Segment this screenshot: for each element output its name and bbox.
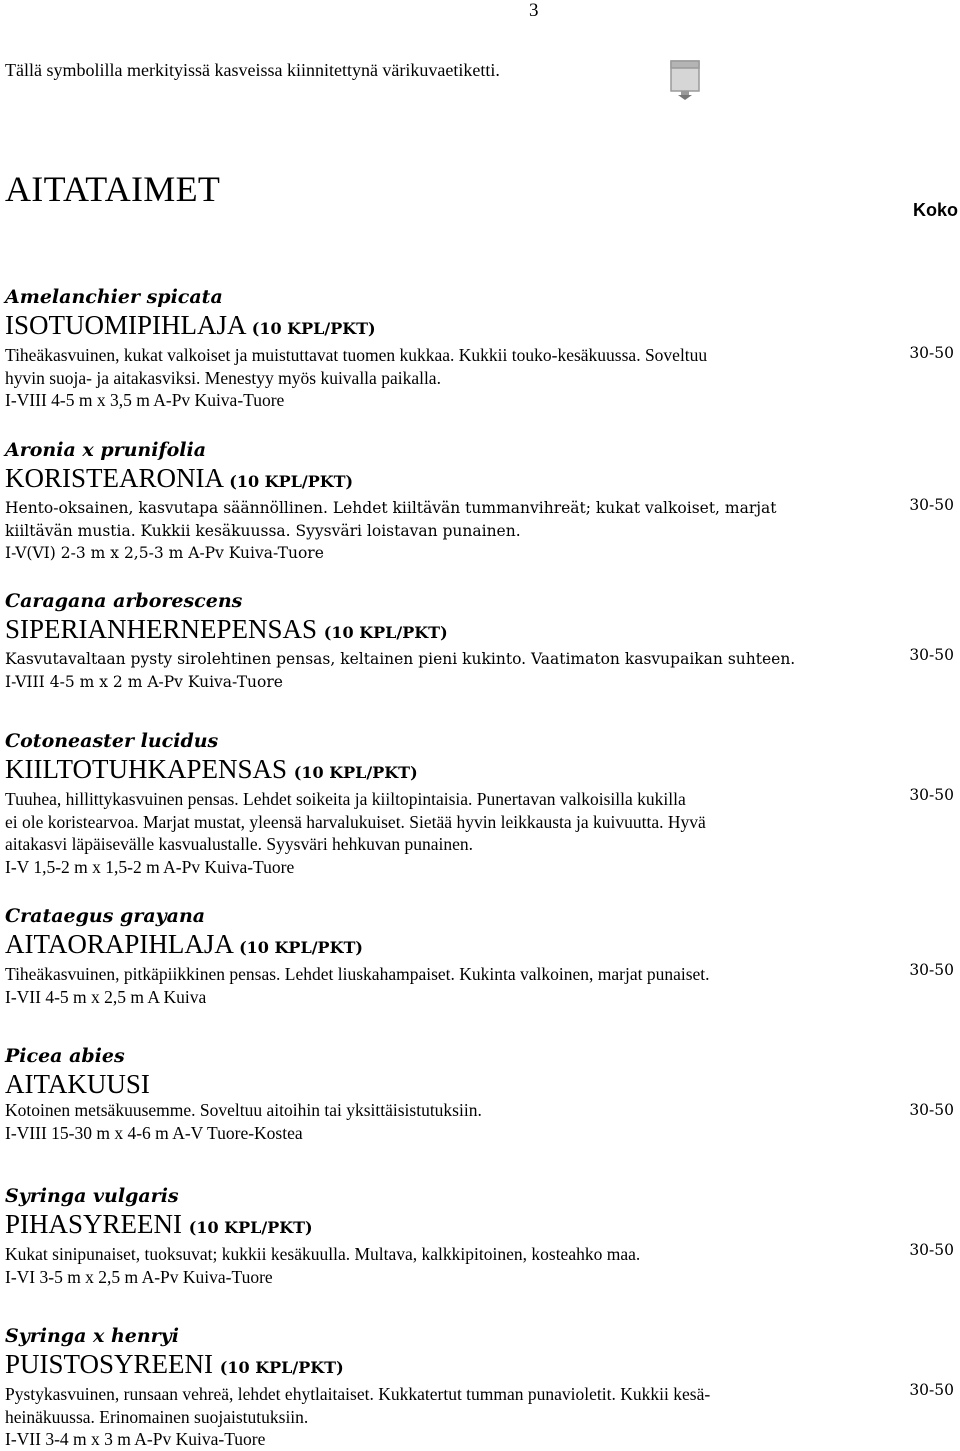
common-name: [5, 929, 960, 963]
quantity-label: (10 KPL/PKT): [239, 938, 363, 957]
description: [5, 648, 885, 693]
description: [5, 1099, 885, 1144]
common-name: [5, 1069, 960, 1099]
page-number: 3: [529, 0, 539, 21]
plant-entry: [5, 903, 960, 1008]
section-title: AITATAIMET: [5, 169, 221, 209]
latin-name: Amelanchier spicata: [5, 286, 223, 308]
size-column-header: Koko: [913, 200, 958, 220]
description-line: I-VIII 4-5 m x 3,5 m A-Pv Kuiva-Tuore: [5, 390, 285, 411]
plant-entry: [5, 437, 960, 565]
description-line: I-V 1,5-2 m x 1,5-2 m A-Pv Kuiva-Tuore: [5, 856, 295, 877]
description-line: Hento-oksainen, kasvutapa säännöllinen. Lehdet kiiltävän tummanvihreät; kukat valkoiset, marjat: [5, 499, 777, 517]
plant-entry: [5, 1323, 960, 1451]
common-name-text: PUISTOSYREENI: [5, 1349, 214, 1379]
plant-entry: [5, 1183, 960, 1288]
description-line: Kukat sinipunaiset, tuoksuvat; kukkii kesäkuulla. Multava, kalkkipitoinen, kosteahko maa.: [5, 1244, 641, 1264]
size-value: 30-50: [909, 1381, 954, 1399]
quantity-label: (10 KPL/PKT): [323, 623, 448, 642]
plant-entry: [5, 728, 960, 878]
common-name: [5, 614, 960, 648]
common-name: [5, 1209, 960, 1243]
size-value: 30-50: [909, 344, 954, 362]
size-value: 30-50: [909, 1241, 954, 1259]
quantity-label: (10 KPL/PKT): [229, 472, 354, 491]
size-value: 30-50: [909, 786, 954, 804]
description: [5, 497, 885, 565]
plant-entry: [5, 284, 960, 412]
common-name-text: AITAORAPIHLAJA: [5, 929, 233, 959]
common-name-text: PIHASYREENI: [5, 1209, 183, 1239]
common-name-text: KORISTEARONIA: [5, 463, 223, 493]
common-name-text: ISOTUOMIPIHLAJA: [5, 310, 246, 340]
description-line: Kasvutavaltaan pysty sirolehtinen pensas, keltainen pieni kukinto. Vaatimaton kasvupaikan suhteen.: [5, 650, 796, 668]
common-name: [5, 310, 960, 344]
description-line: Tiheäkasvuinen, pitkäpiikkinen pensas. Lehdet liuskahampaiset. Kukinta valkoinen, marjat punaiset.: [5, 964, 710, 984]
latin-name: Syringa x henryi: [5, 1325, 179, 1347]
description-line: I-VII 4-5 m x 2,5 m A Kuiva: [5, 986, 207, 1007]
size-value: 30-50: [909, 496, 954, 514]
size-value: 30-50: [909, 961, 954, 979]
latin-name: Picea abies: [5, 1045, 125, 1067]
description-line: Kotoinen metsäkuusemme. Soveltuu aitoihin tai yksittäisistutuksiin.: [5, 1100, 482, 1120]
description: [5, 788, 885, 878]
description-line: Pystykasvuinen, runsaan vehreä, lehdet ehytlaitaiset. Kukkatertut tumman punavioletit. Kukkii kesä-: [5, 1384, 711, 1404]
description-line: I-VII 3-4 m x 3 m A-Pv Kuiva-Tuore: [5, 1429, 266, 1450]
size-value: 30-50: [909, 1101, 954, 1119]
common-name: [5, 754, 960, 788]
common-name-text: KIILTOTUHKAPENSAS: [5, 754, 288, 784]
latin-name: Crataegus grayana: [5, 905, 206, 927]
description-line: aitakasvi läpäisevälle kasvualustalle. Syysväri hehkuvan punainen.: [5, 834, 473, 855]
description-line: I-VI 3-5 m x 2,5 m A-Pv Kuiva-Tuore: [5, 1266, 273, 1287]
description-line: Tuuhea, hillittykasvuinen pensas. Lehdet soikeita ja kiiltopintaisia. Punertavan valkoisilla kukilla: [5, 789, 686, 809]
size-value: 30-50: [909, 646, 954, 664]
latin-name: Caragana arborescens: [5, 590, 243, 612]
latin-name: Aronia x prunifolia: [5, 439, 207, 461]
common-name-text: SIPERIANHERNEPENSAS: [5, 614, 318, 644]
intro-text: Tällä symbolilla merkityissä kasveissa kiinnitettynä värikuvaetiketti.: [5, 60, 500, 80]
quantity-label: (10 KPL/PKT): [188, 1218, 313, 1237]
common-name-text: AITAKUUSI: [5, 1069, 150, 1099]
quantity-label: (10 KPL/PKT): [293, 763, 418, 782]
quantity-label: (10 KPL/PKT): [251, 319, 376, 338]
description-line: hyvin suoja- ja aitakasviksi. Menestyy myös kuivalla paikalla.: [5, 367, 441, 388]
tag-icon: [669, 60, 701, 100]
plant-entry: [5, 588, 960, 693]
common-name: [5, 1349, 960, 1383]
description-line: Tiheäkasvuinen, kukat valkoiset ja muistuttavat tuomen kukkaa. Kukkii touko-kesäkuussa. Soveltuu: [5, 345, 708, 365]
description-line: heinäkuussa. Erinomainen suojaistutuksiin.: [5, 1406, 309, 1427]
description-line: I-VIII 4-5 m x 2 m A-Pv Kuiva-Tuore: [5, 672, 283, 691]
latin-name: Cotoneaster lucidus: [5, 730, 219, 752]
description-line: kiiltävän mustia. Kukkii kesäkuussa. Syysväri loistavan punainen.: [5, 521, 521, 540]
description: [5, 344, 885, 412]
description-line: I-VIII 15-30 m x 4-6 m A-V Tuore-Kostea: [5, 1122, 303, 1143]
description: [5, 1243, 885, 1288]
quantity-label: (10 KPL/PKT): [219, 1358, 344, 1377]
description: [5, 963, 885, 1008]
common-name: [5, 463, 960, 497]
description-line: ei ole koristearvoa. Marjat mustat, yleensä harvalukuiset. Sietää hyvin leikkausta ja kuivuutta. Hyvä: [5, 811, 706, 832]
latin-name: Syringa vulgaris: [5, 1185, 179, 1207]
description-line: I-V(VI) 2-3 m x 2,5-3 m A-Pv Kuiva-Tuore: [5, 544, 324, 563]
description: [5, 1383, 885, 1451]
plant-entry: [5, 1043, 960, 1144]
